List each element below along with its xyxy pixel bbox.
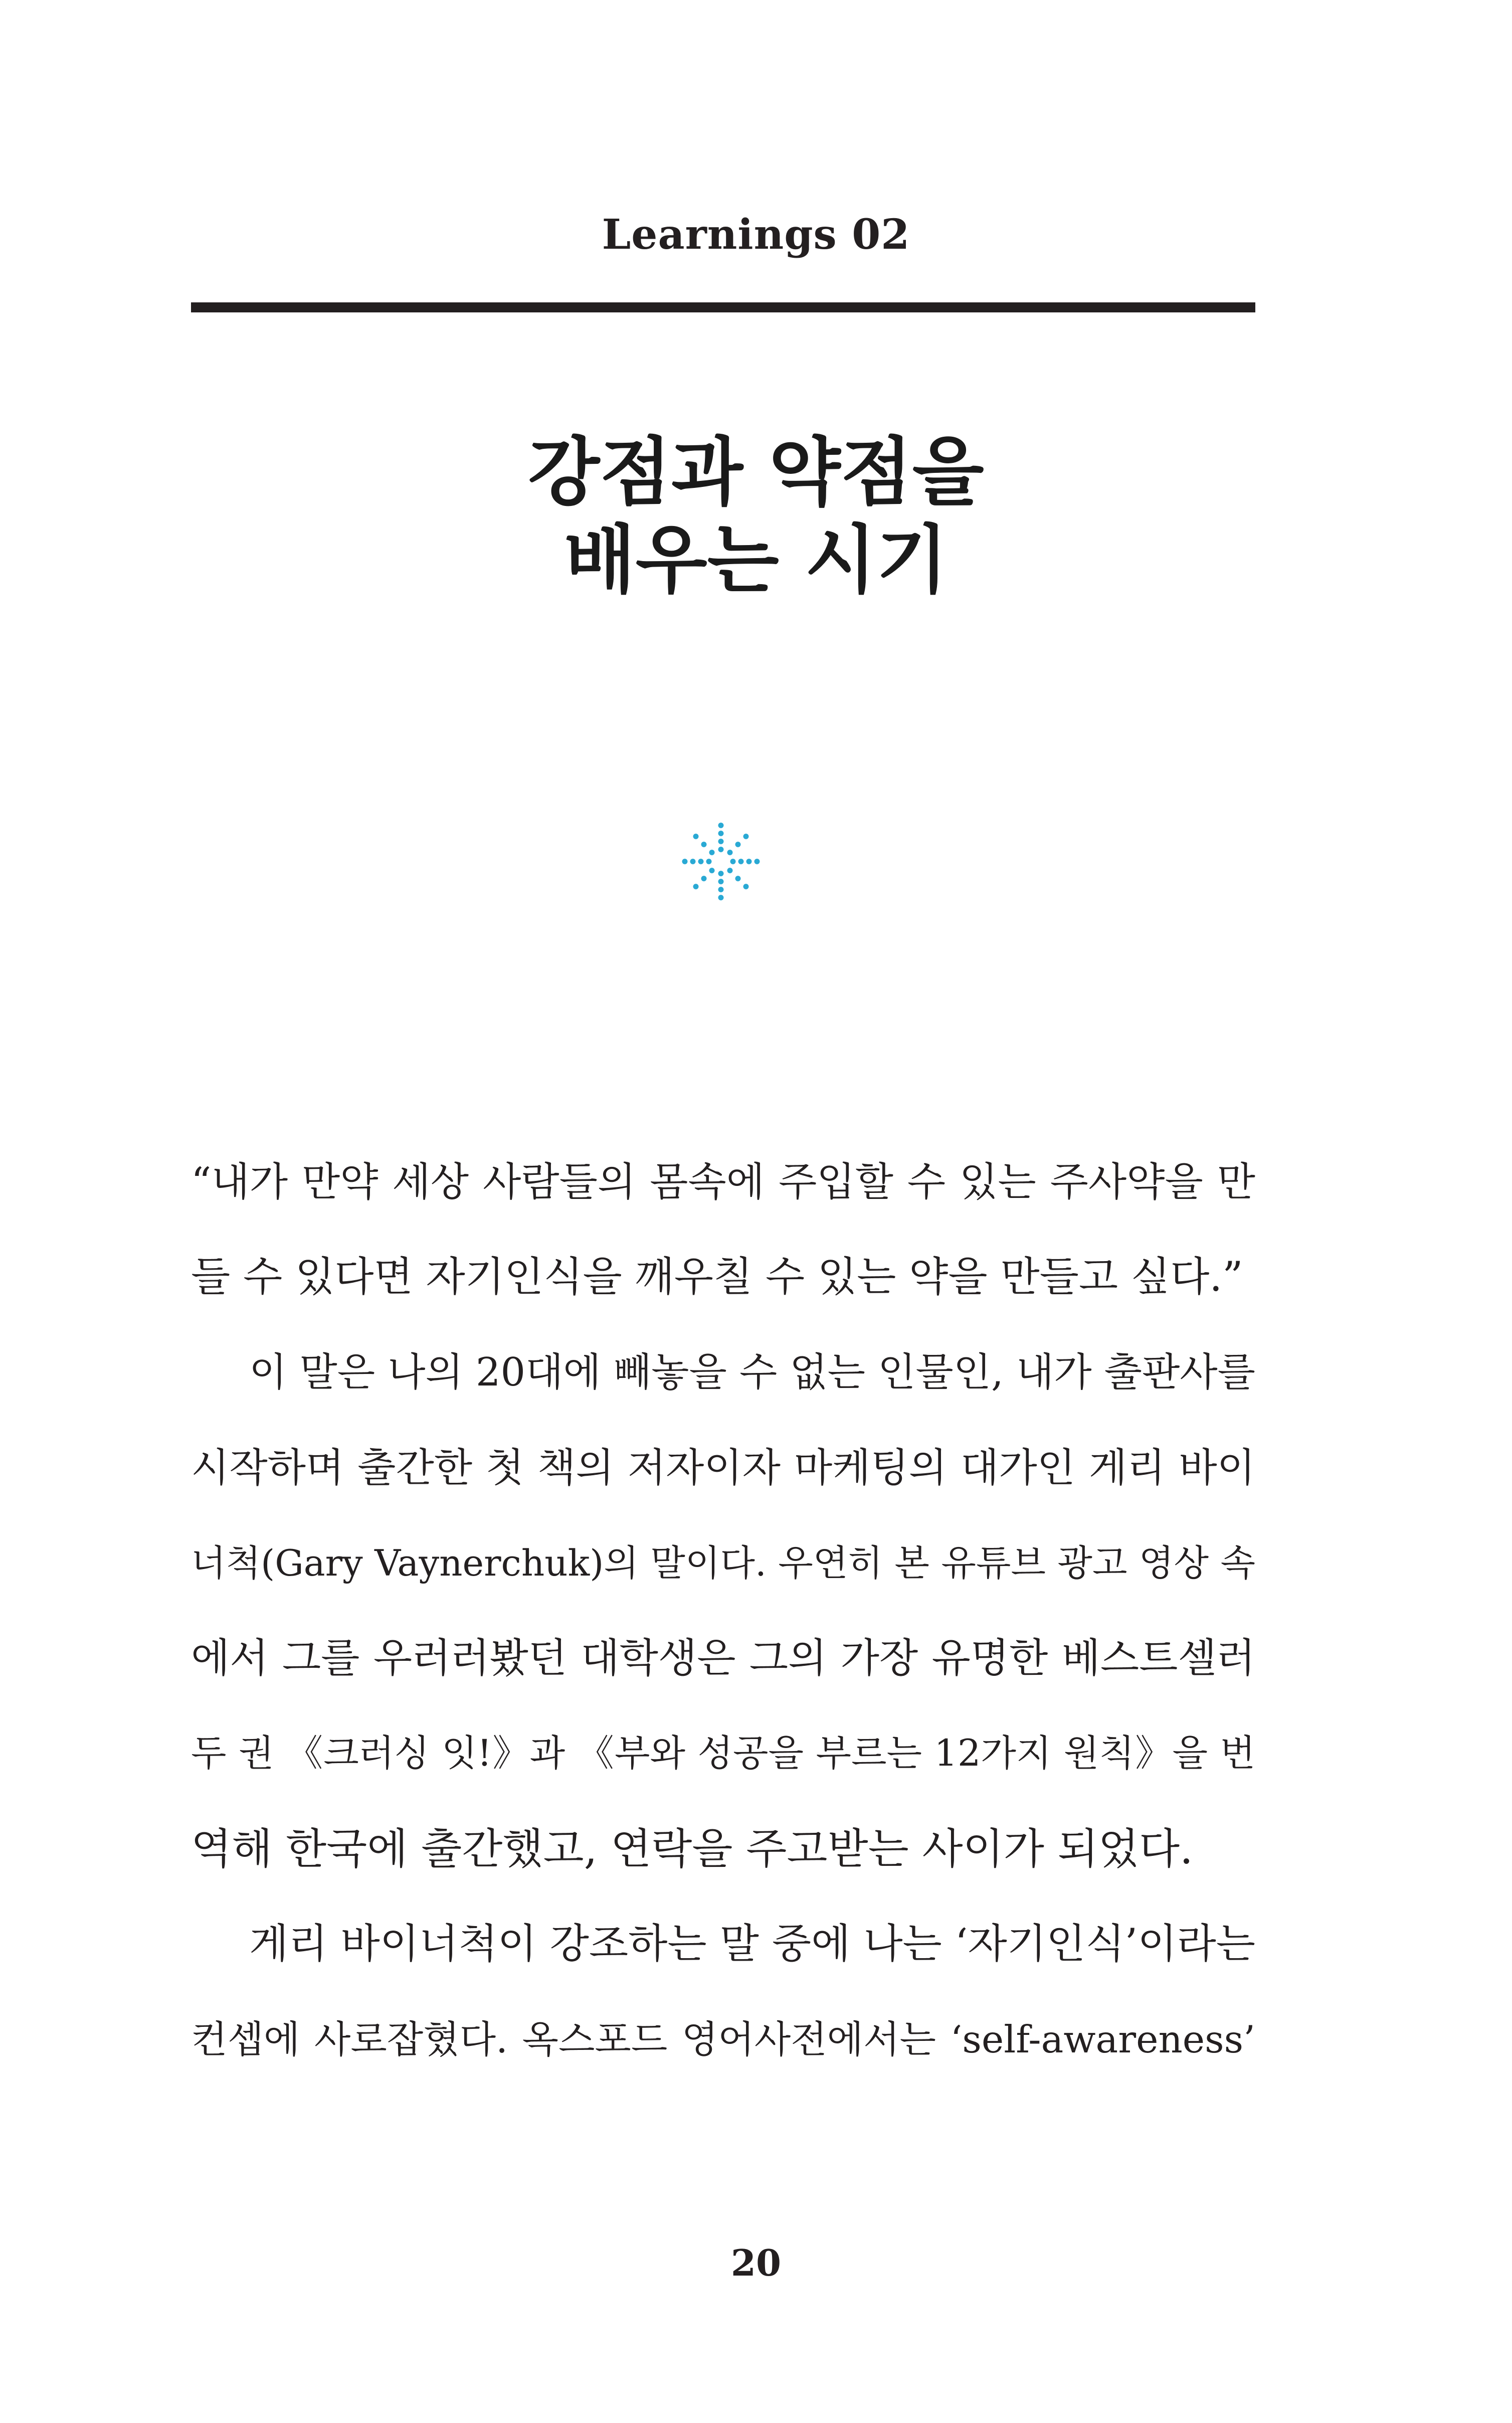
chapter-title-line-1: 강점과 약점을 <box>528 429 984 515</box>
body-line: 이 말은 나의 20대에 빼놓을 수 없는 인물인, 내가 출판사를 <box>249 1350 1255 1395</box>
body-line: 들 수 있다면 자기인식을 깨우칠 수 있는 약을 만들고 싶다.” <box>191 1254 1243 1301</box>
header-rule <box>191 302 1255 312</box>
body-line: 게리 바이너척이 강조하는 말 중에 나는 ‘자기인식’이라는 <box>249 1921 1255 1968</box>
body-line: 너척(Gary Vaynerchuk)의 말이다. 우연히 본 유튜브 광고 영상 속 <box>191 1542 1255 1584</box>
body-line: 두 권 《크러싱 잇!》과 《부와 성공을 부르는 12가지 원칙》을 번 <box>191 1732 1255 1775</box>
chapter-title <box>0 429 1512 604</box>
chapter-title-line-2: 배우는 시기 <box>563 517 949 603</box>
body-text <box>191 1134 1255 2087</box>
body-line: 에서 그를 우러러봤던 대학생은 그의 가장 유명한 베스트셀러 <box>191 1635 1255 1681</box>
body-line: 시작하며 출간한 첫 책의 저자이자 마케팅의 대가인 게리 바이 <box>191 1445 1255 1491</box>
section-label: Learnings 02 <box>602 211 910 259</box>
dotted-starburst-icon <box>681 821 761 902</box>
body-line: 역해 한국에 출간했고, 연락을 주고받는 사이가 되었다. <box>191 1824 1193 1873</box>
body-line: 컨셉에 사로잡혔다. 옥스포드 영어사전에서는 ‘self-awareness’ <box>191 2017 1255 2061</box>
page-number: 20 <box>730 2241 782 2284</box>
body-line: “내가 만약 세상 사람들의 몸속에 주입할 수 있는 주사약을 만 <box>191 1159 1255 1205</box>
